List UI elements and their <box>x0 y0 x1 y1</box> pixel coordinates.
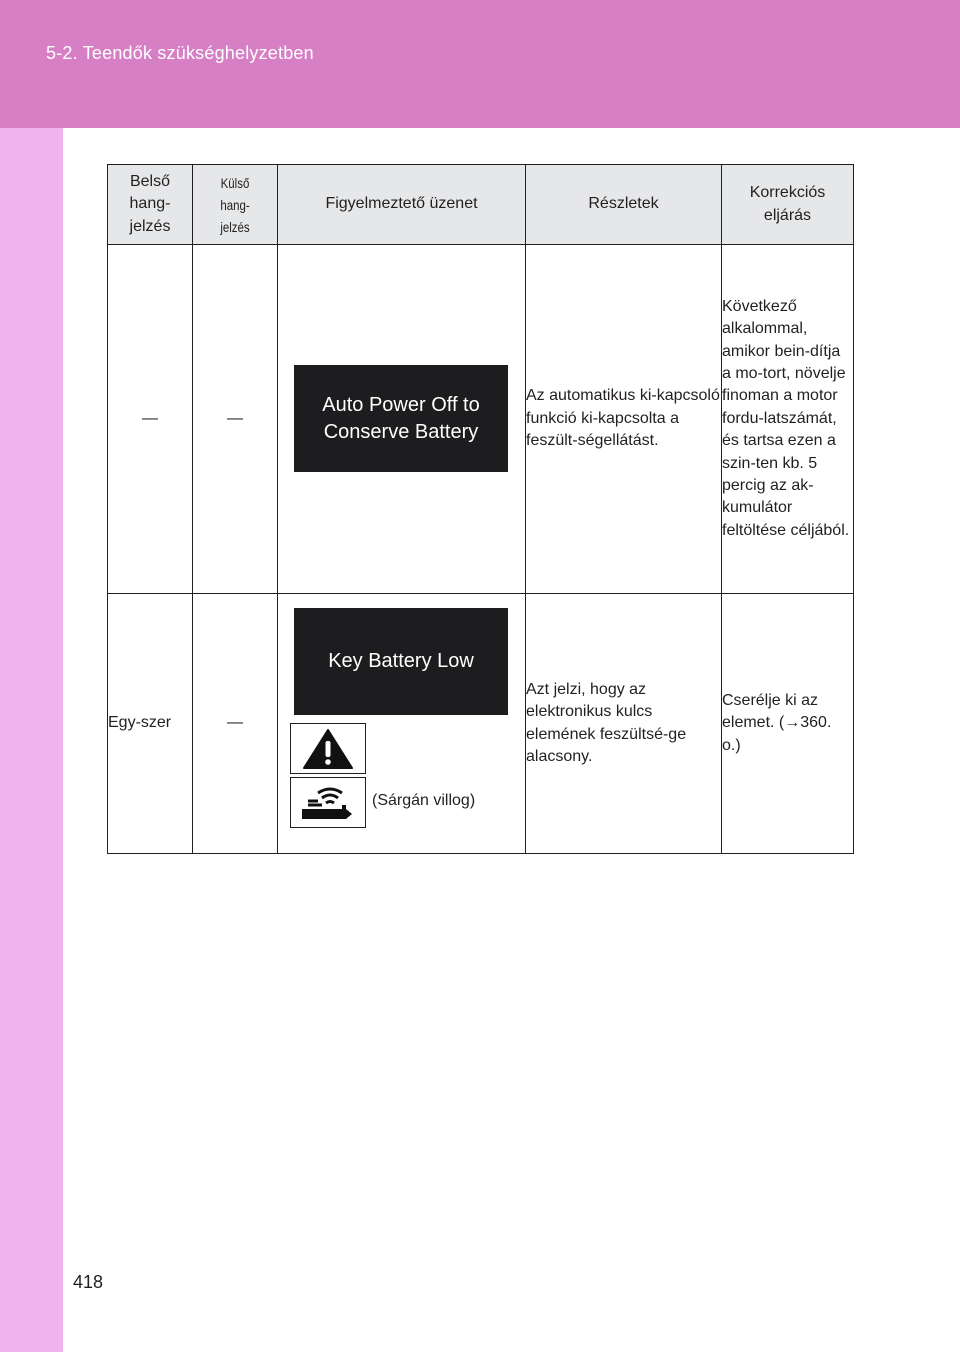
table-row <box>108 245 854 594</box>
header-correction-line2: eljárás <box>763 206 812 224</box>
external-signal-cell: — <box>193 245 278 594</box>
warning-triangle-icon <box>290 723 366 774</box>
message-cell <box>278 245 526 594</box>
details-cell: Az automatikus ki-kapcsoló funkció ki-kapcsolta a feszült-ségellátást. <box>526 245 722 594</box>
display-line1: Key Battery Low <box>328 650 474 672</box>
header-external-line2: hang- <box>220 196 250 213</box>
display-message-panel <box>294 365 508 472</box>
header-internal-signal <box>108 165 193 245</box>
table-header-row <box>108 165 854 245</box>
section-title: 5-2. Teendők szükséghelyzetben <box>46 43 314 63</box>
correction-cell: Cserélje ki az elemet. (→360. o.) <box>722 594 854 854</box>
external-signal-cell: — <box>193 594 278 854</box>
header-correction-line1: Korrekciós <box>749 184 826 202</box>
key-battery-icon <box>290 777 366 828</box>
header-internal-line1: Belső <box>129 172 171 190</box>
page-number: 418 <box>73 1272 104 1292</box>
internal-signal-cell: Egy-szer <box>108 594 193 854</box>
table-row <box>108 594 854 854</box>
header-bar <box>0 0 960 128</box>
warning-table <box>107 164 854 854</box>
header-warning-message: Figyelmeztető üzenet <box>278 165 526 245</box>
display-line2: Conserve Battery <box>323 420 479 443</box>
internal-signal-cell: — <box>108 245 193 594</box>
blink-note: (Sárgán villog) <box>372 792 476 809</box>
message-cell <box>278 594 526 854</box>
header-external-signal <box>193 165 278 245</box>
header-details: Részletek <box>526 165 722 245</box>
correction-cell: Következő alkalommal, amikor bein-dítja a mo-tort, növelje finoman a motor fordu-latszámát, és tartsa ezen a szin-ten kb. 5 percig az ak-kumulátor feltöltése céljából. <box>722 245 854 594</box>
header-correction <box>722 165 854 245</box>
side-band <box>0 128 63 1352</box>
header-internal-line2: hang- <box>129 195 171 213</box>
details-cell: Azt jelzi, hogy az elektronikus kulcs elemének feszültsé-ge alacsony. <box>526 594 722 854</box>
header-external-line1: Külső <box>220 174 250 191</box>
header-internal-line3: jelzés <box>129 217 171 235</box>
header-external-line3: jelzés <box>220 218 250 235</box>
display-message-panel <box>294 608 508 715</box>
display-line1: Auto Power Off to <box>322 393 480 416</box>
